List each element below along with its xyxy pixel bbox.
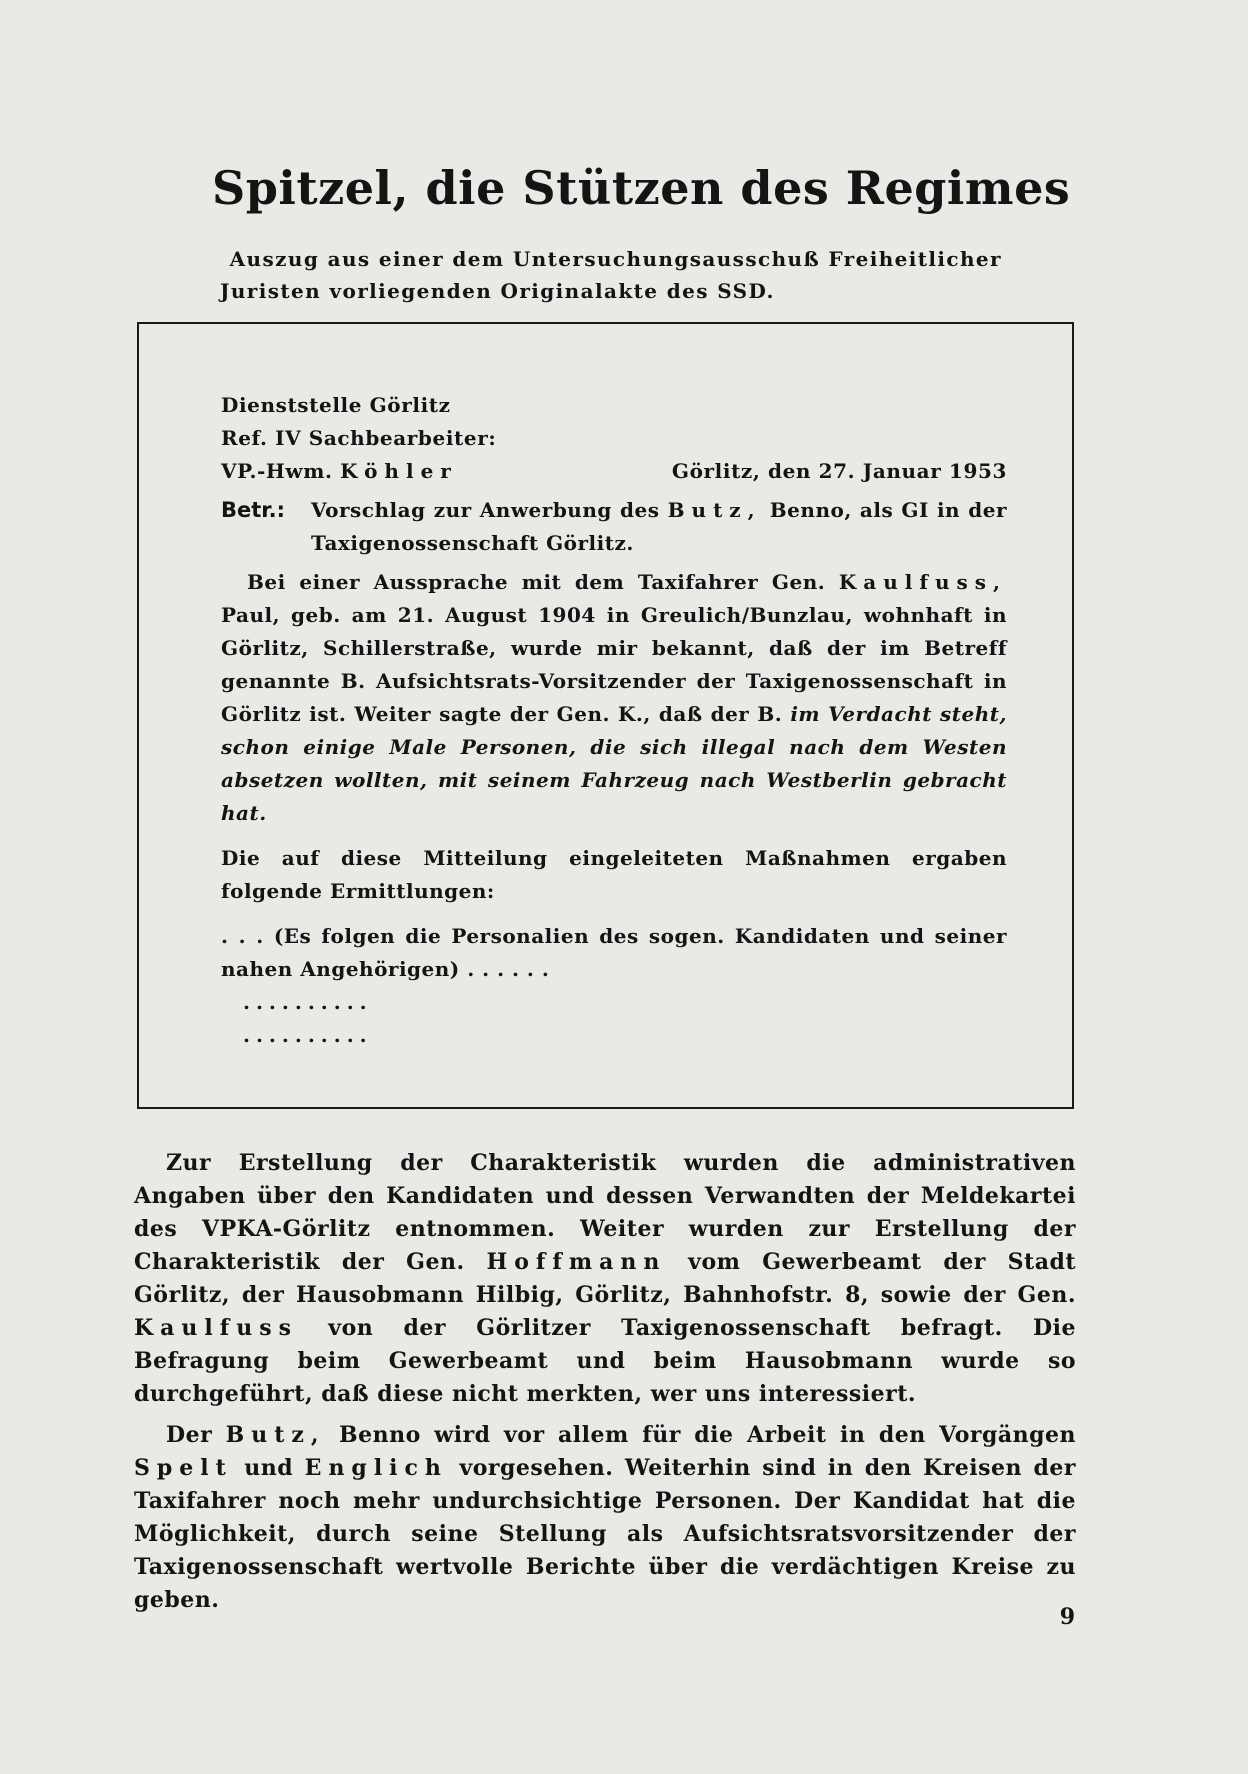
body-paragraph-2-name-2: Spelt <box>134 1455 233 1481</box>
memo-subject <box>221 494 1007 560</box>
body-paragraph-1-name-2: Kaulfuss <box>134 1315 298 1341</box>
memo-department: Ref. IV Sachbearbeiter: <box>221 426 497 450</box>
memo-dots-line-2: .......... <box>243 1023 373 1047</box>
memo-paragraph-1-name: Kaulfuss, <box>838 570 1007 594</box>
memo-office: Dienststelle Görlitz <box>221 393 451 417</box>
body-paragraph-2-name-1: Butz, <box>225 1422 326 1448</box>
memo-officer <box>221 455 458 488</box>
body-paragraph-2-d: vorgesehen. Weiterhin sind in den Kreisen der Taxifahrer noch mehr undurchsichtige Personen. Der Kandidat hat die Möglichkeit, durch seine Stellung als Aufsichtsratsvorsitzender der Taxigenossenschaft wertvolle Berichte über die verdächtigen Kreise zu geben. <box>134 1455 1076 1613</box>
document-excerpt-box <box>137 322 1074 1109</box>
memo-subject-name: Butz, <box>667 498 762 522</box>
memo-paragraph-2: Die auf diese Mitteilung eingeleiteten Maßnahmen ergaben folgende Ermittlungen: <box>221 846 1007 903</box>
memo-paragraph-3: . . . (Es folgen die Personalien des sogen. Kandidaten und seiner nahen Angehörigen) . . . . . . <box>221 924 1007 981</box>
memo-paragraph-1-a: Bei einer Aussprache mit dem Taxifahrer Gen. <box>247 570 826 594</box>
body-paragraph-2 <box>134 1419 1076 1617</box>
body-paragraph-2-name-3: Englich <box>304 1455 448 1481</box>
page-title: Spitzel, die Stützen des Regimes <box>212 161 1071 215</box>
memo-subject-text-a: Vorschlag zur Anwerbung des <box>311 498 660 522</box>
memo-officer-name: Köhler <box>340 459 458 483</box>
memo-paragraph-1-b: Paul, geb. am 21. August 1904 in Greulich/Bunzlau, wohnhaft in Görlitz, Schillerstraße, wurde mir bekannt, daß der im Betreff genannte B. Aufsichtsrats-Vorsitzender der Taxigenossenschaft in Görlitz ist. Weiter sagte der Gen. K., daß der B. <box>221 603 1007 726</box>
memo-subject-text-b: Benno, als GI in der Taxigenossenschaft Görlitz. <box>311 498 1007 555</box>
page-number: 9 <box>1059 1604 1075 1630</box>
memo-paragraph-1-italic: im Verdacht steht, schon einige Male Personen, die sich illegal nach dem Westen absetzen wollten, mit seinem Fahrzeug nach Westberlin gebracht hat. <box>221 702 1007 825</box>
body-paragraph-2-b: Benno wird vor allem für die Arbeit in den Vorgängen <box>339 1422 1076 1448</box>
memo-paragraph-1 <box>221 566 1007 830</box>
subtitle-line-1: Auszug aus einer dem Untersuchungsausschuß Freiheitlicher <box>229 247 1002 271</box>
memo-subject-label: Betr.: <box>221 498 286 522</box>
subtitle-line-2: Juristen vorliegenden Originalakte des SSD. <box>220 279 775 303</box>
body-paragraph-1 <box>134 1147 1076 1411</box>
body-paragraph-1-c: von der Görlitzer Taxigenossenschaft befragt. Die Befragung beim Gewerbeamt und beim Hausobmann wurde so durchgeführt, daß diese nicht merkten, wer uns interessiert. <box>134 1315 1076 1407</box>
memo-content <box>221 389 1007 1052</box>
body-paragraph-1-b: vom Gewerbeamt der Stadt Görlitz, der Hausobmann Hilbig, Görlitz, Bahnhofstr. 8, sowie der Gen. <box>134 1249 1077 1308</box>
body-paragraph-2-a: Der <box>166 1422 213 1448</box>
memo-dots-line-1: .......... <box>243 990 373 1014</box>
body-paragraph-2-c: und <box>244 1455 294 1481</box>
subtitle <box>220 243 1002 307</box>
memo-subject-text <box>311 494 1007 560</box>
body-text <box>134 1147 1076 1617</box>
body-paragraph-1-a: Zur Erstellung der Charakteristik wurden die administrativen Angaben über den Kandidaten und dessen Verwandten der Meldekartei des VPKA-Görlitz entnommen. Weiter wurden zur Erstellung der Charakteristik der Gen. <box>134 1150 1076 1275</box>
memo-officer-row <box>221 455 1007 488</box>
memo-place-date: Görlitz, den 27. Januar 1953 <box>671 459 1007 483</box>
memo-officer-prefix: VP.-Hwm. <box>221 459 333 483</box>
body-paragraph-1-name-1: Hoffmann <box>486 1249 667 1275</box>
